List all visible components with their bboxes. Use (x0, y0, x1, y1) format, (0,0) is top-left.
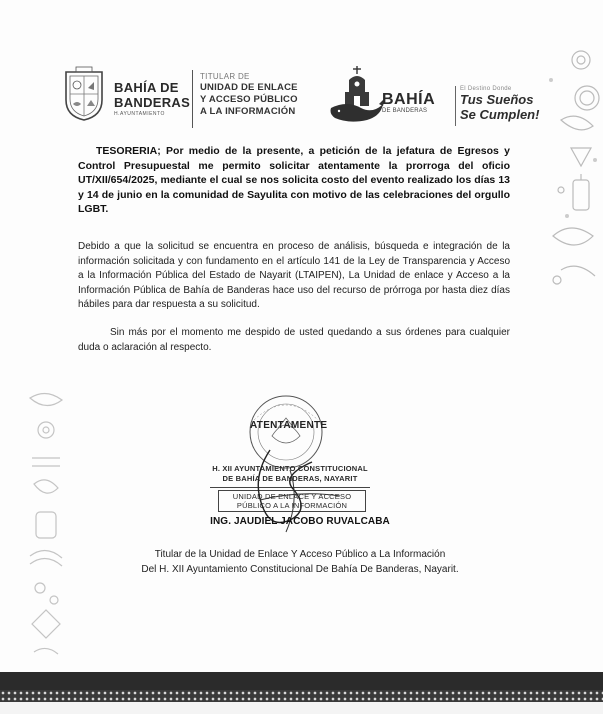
decorative-pattern-left-icon (24, 388, 68, 668)
slogan-line-2: Se Cumplen! (460, 107, 540, 122)
titular-prefix: TITULAR DE (200, 72, 250, 81)
letterhead (62, 62, 562, 134)
titular-line-1: UNIDAD DE ENLACE (200, 82, 298, 93)
signatory-title-line-2: Del H. XII Ayuntamiento Constitucional De Bahía De Banderas, Nayarit. (141, 563, 459, 575)
closing-atentamente: ATENTAMENTE (250, 420, 328, 431)
stamp2-line-2: PÚBLICO A LA INFORMACIÓN (236, 501, 348, 510)
slogan-line-1: Tus Sueños (460, 92, 534, 107)
bahia-sub: DE BANDERAS (382, 108, 428, 114)
signatory-title (100, 548, 500, 577)
bahia-brand (382, 92, 452, 114)
footer-pattern (0, 690, 603, 702)
brand-line-1: BAHÍA DE (114, 80, 179, 95)
signatory-name: ING. JAUDIEL JACOBO RUVALCABA (210, 516, 390, 527)
slogan-prefix: El Destino Donde (460, 86, 512, 92)
request-paragraph: TESORERIA; Por medio de la presente, a petición de la jefatura de Egresos y Control Presupuestal me permito solicitar atentamente la prorroga del oficio UT/XII/654/2025, mediante el cual se nos solicita costo del evento realizado los días 13 y 14 de junio en la comunidad de Sayulita con motivo de las celebraciones del orgullo LGBT. (78, 145, 510, 215)
closing-paragraph: Sin más por el momento me despido de usted quedando a sus órdenes para cualquier duda o aclaración al respecto. (78, 327, 510, 353)
header-divider (192, 70, 193, 128)
titular-line-3: A LA INFORMACIÓN (200, 106, 296, 117)
stamp2-line-1: UNIDAD DE ENLACE Y ACCESO (232, 492, 352, 501)
municipal-seal-icon (62, 66, 106, 122)
bahia-name: BAHÍA (382, 91, 436, 108)
municipality-brand (114, 80, 189, 117)
decorative-pattern-right-icon (531, 40, 603, 300)
header-divider-2 (455, 86, 456, 126)
signatory-title-line-1: Titular de la Unidad de Enlace Y Acceso Público a La Información (154, 549, 446, 560)
brand-line-2: BANDERAS (114, 95, 191, 110)
footer-edge (0, 702, 603, 714)
stamp-line-2: DE BAHÍA DE BANDERAS, NAYARIT (222, 474, 358, 483)
legal-basis-paragraph: Debido a que la solicitud se encuentra en proceso de análisis, búsqueda e integración de la información solicitada y con fundamento en el artículo 141 de la Ley de Transparencia y Acceso a la Información Pública del Estado de Nayarit (LTAIPEN), La Unidad de enlace y Acceso a la Información Pública de Bahía de Banderas hace uso del recurso de prórroga por hasta diez días hábiles para dar respuesta a su solicitud. (78, 241, 510, 310)
brand-line-3: H.AYUNTAMIENTO (114, 111, 165, 117)
titular-line-2: Y ACCESO PÚBLICO (200, 94, 298, 105)
titular-block (200, 72, 320, 118)
church-whale-logo-icon (327, 64, 387, 128)
stamp-line-1: H. XII AYUNTAMIENTO CONSTITUCIONAL (212, 464, 368, 473)
